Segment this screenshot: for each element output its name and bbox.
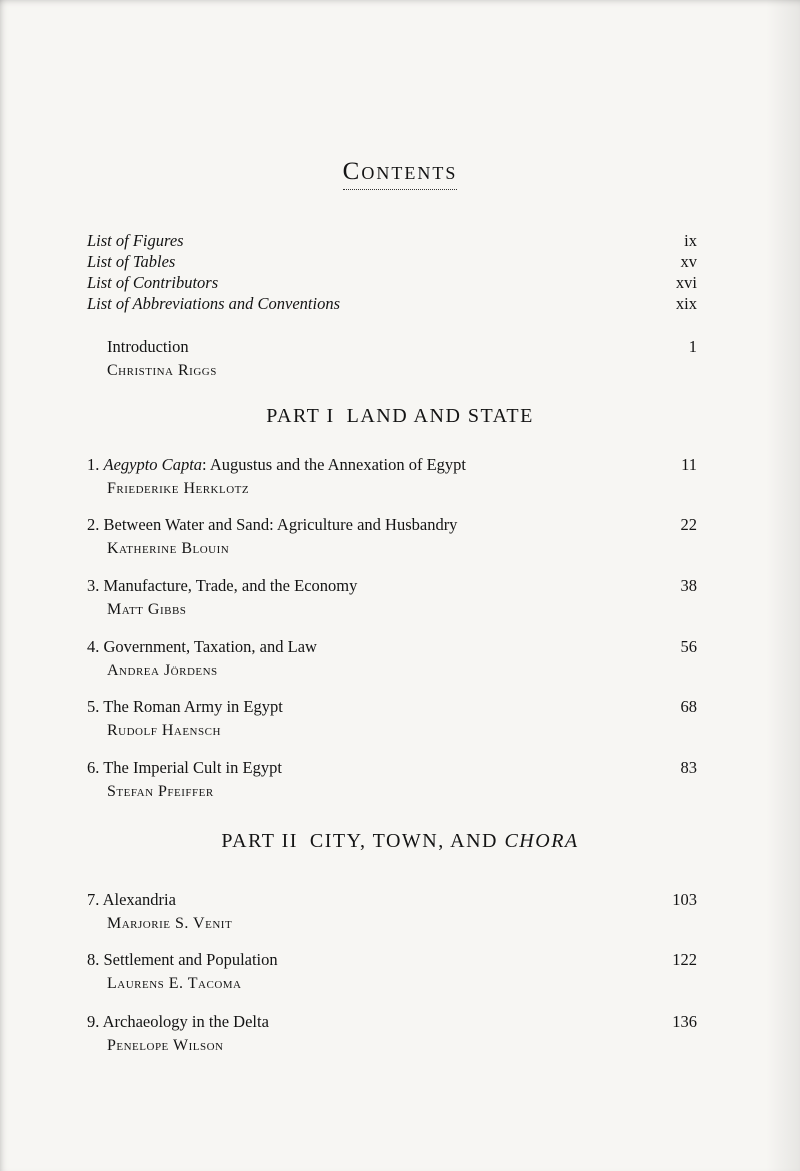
entry-title: 8. Settlement and Population xyxy=(87,950,278,969)
entry-author: Friederike Herklotz xyxy=(107,480,250,497)
entry-page: 83 xyxy=(680,758,697,777)
page-title: Contents xyxy=(0,158,800,186)
entry-page: 38 xyxy=(680,576,697,595)
entry-title: 9. Archaeology in the Delta xyxy=(87,1012,269,1031)
entry-page: 1 xyxy=(688,337,697,356)
entry-title: 7. Alexandria xyxy=(87,890,176,909)
entry-title: 6. The Imperial Cult in Egypt xyxy=(87,758,282,777)
entry-author: Marjorie S. Venit xyxy=(107,915,233,932)
entry-page: 122 xyxy=(672,950,697,969)
entry-title: 1. Aegypto Capta: Augustus and the Annexation of Egypt xyxy=(87,455,467,474)
entry-title: 3. Manufacture, Trade, and the Economy xyxy=(87,576,358,595)
front-matter-item[interactable]: List of Tables xv xyxy=(87,252,697,271)
entry-author: Penelope Wilson xyxy=(107,1037,224,1054)
entry-page: 56 xyxy=(680,637,697,656)
entry-page: 68 xyxy=(680,697,697,716)
entry-author: Stefan Pfeiffer xyxy=(107,783,214,800)
front-matter-item[interactable]: List of Figures ix xyxy=(87,231,697,250)
entry-title: 5. The Roman Army in Egypt xyxy=(87,697,283,716)
entry-title: Introduction xyxy=(107,337,189,356)
entry-page: 136 xyxy=(672,1012,697,1031)
front-matter-item[interactable]: List of Abbreviations and Conventions xix xyxy=(87,294,697,313)
entry-page: 103 xyxy=(672,890,697,909)
front-matter-item[interactable]: List of Contributors xvi xyxy=(87,273,697,292)
entry-author: Laurens E. Tacoma xyxy=(107,975,242,992)
entry-author: Andrea Jördens xyxy=(107,662,218,679)
entry-page: 11 xyxy=(681,455,697,474)
part-heading: PART I LAND AND STATE xyxy=(266,405,534,427)
entry-page: 22 xyxy=(680,515,697,534)
entry-author: Matt Gibbs xyxy=(107,601,187,618)
entry-title: 2. Between Water and Sand: Agriculture and Husbandry xyxy=(87,515,458,534)
entry-author: Christina Riggs xyxy=(107,362,217,379)
entry-author: Katherine Blouin xyxy=(107,540,230,557)
entry-author: Rudolf Haensch xyxy=(107,722,221,739)
entry-title: 4. Government, Taxation, and Law xyxy=(87,637,317,656)
part-heading: PART II CITY, TOWN, AND CHORA xyxy=(221,830,579,852)
